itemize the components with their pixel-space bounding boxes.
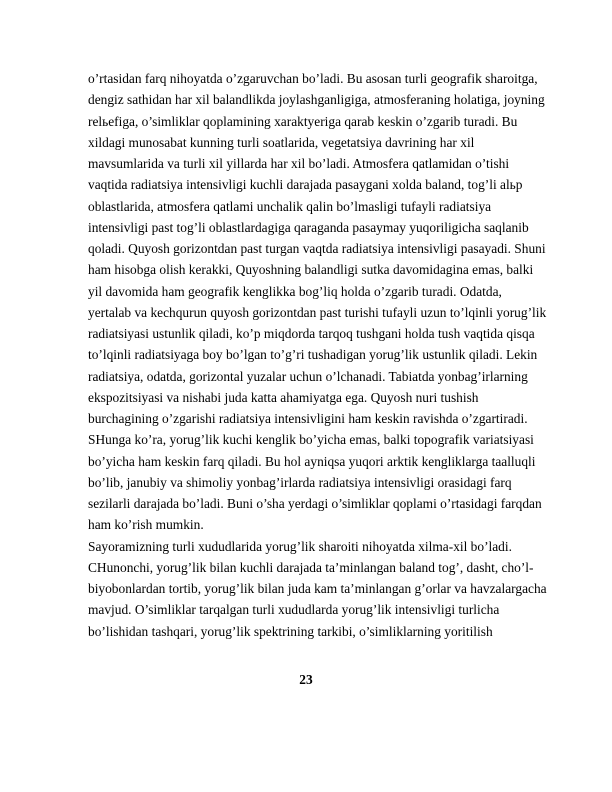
text-line: relьefiga, o’simliklar qoplamining xaraktyeriga qarab keskin o’zgarib turadi. Bu xyxy=(88,113,518,129)
text-line: dengiz sathidan har xil balandlikda joylashganligiga, atmosferaning holatiga, joyning xyxy=(88,92,545,108)
text-line: ham hisobga olish kerakki, Quyoshning balandligi sutka davomidagina emas, balki xyxy=(88,262,534,278)
text-line: yil davomida ham geografik kenglikka bog’liq holda o’zgarib turadi. Odatda, xyxy=(88,283,502,299)
text-line: radiatsiyasi ustunlik qiladi, ko’p miqdorda tarqoq tushgani holda tush vaqtida qisqa xyxy=(88,326,535,341)
text-line: burchagining o’zgarishi radiatsiya intensivligini ham keskin ravishda o’zgartiradi. xyxy=(88,411,528,426)
text-line: to’lqinli radiatsiyaga boy bo’lgan to’g’ri tushadigan yorug’lik ustunlik qiladi. Lekin xyxy=(88,347,538,363)
body-text xyxy=(88,68,568,642)
page-number: 23 xyxy=(299,672,313,687)
text-line: radiatsiya, odatda, gorizontal yuzalar uchun o’lchanadi. Tabiatda yonbag’irlarning xyxy=(88,368,528,384)
text-line: oblastlarida, atmosfera qatlami unchalik qalin bo’lmasligi tufayli radiatsiya xyxy=(88,198,492,214)
text-line: Sayoramizning turli xududlarida yorug’lik sharoiti nihoyatda xilma-xil bo’ladi. xyxy=(88,538,512,554)
text-line: CHunonchi, yorug’lik bilan kuchli darajada ta’minlangan baland tog’, dasht, cho’l- xyxy=(88,559,534,575)
text-line: bo’lib, janubiy va shimoliy yonbag’irlarda radiatsiya intensivligi orasidagi farq xyxy=(88,474,512,490)
text-line: ham ko’rish mumkin. xyxy=(88,517,204,533)
text-line: mavjud. O’simliklar tarqalgan turli xududlarda yorug’lik intensivligi turlicha xyxy=(88,602,500,618)
text-line: vaqtida radiatsiya intensivligi kuchli darajada pasaygani xolda baland, tog’li alьp xyxy=(88,177,523,193)
text-line: sezilarli darajada bo’ladi. Buni o’sha yerdagi o’simliklar qoplami o’rtasidagi farqdan xyxy=(88,496,542,511)
text-line: biyobonlardan tortib, yorug’lik bilan juda kam ta’minlangan g’orlar va havzalargacha xyxy=(88,581,547,596)
text-line: ekspozitsiyasi va nishabi juda katta ahamiyatga ega. Quyosh nuri tushish xyxy=(88,389,479,405)
text-line: o’rtasidan farq nihoyatda o’zgaruvchan bo’ladi. Bu asosan turli geografik sharoitga, xyxy=(88,71,538,86)
text-line: intensivligi past tog’li oblastlardagiga qaraganda pasaymay yuqoriligicha saqlanib xyxy=(88,219,529,235)
text-line: xildagi munosabat kunning turli soatlarida, vegetatsiya davrining har xil xyxy=(88,134,475,150)
text-line: qoladi. Quyosh gorizontdan past turgan vaqtda radiatsiya intensivligi pasayadi. Shuni xyxy=(88,241,546,256)
text-line: mavsumlarida va turli xil yillarda har xil bo’ladi. Atmosfera qatlamidan o’tishi xyxy=(88,156,510,171)
text-line: SHunga ko’ra, yorug’lik kuchi kenglik bo’yicha emas, balki topografik variatsiyasi xyxy=(88,432,534,448)
text-line: bo’yicha ham keskin farq qiladi. Bu hol ayniqsa yuqori arktik kengliklarga taalluqli xyxy=(88,453,536,469)
text-line: yertalab va kechqurun quyosh gorizontdan past turishi tufayli uzun to’lqinli yorug’lik xyxy=(88,304,547,320)
text-line: bo’lishidan tashqari, yorug’lik spektrining tarkibi, o’simliklarning yoritilish xyxy=(88,623,493,639)
